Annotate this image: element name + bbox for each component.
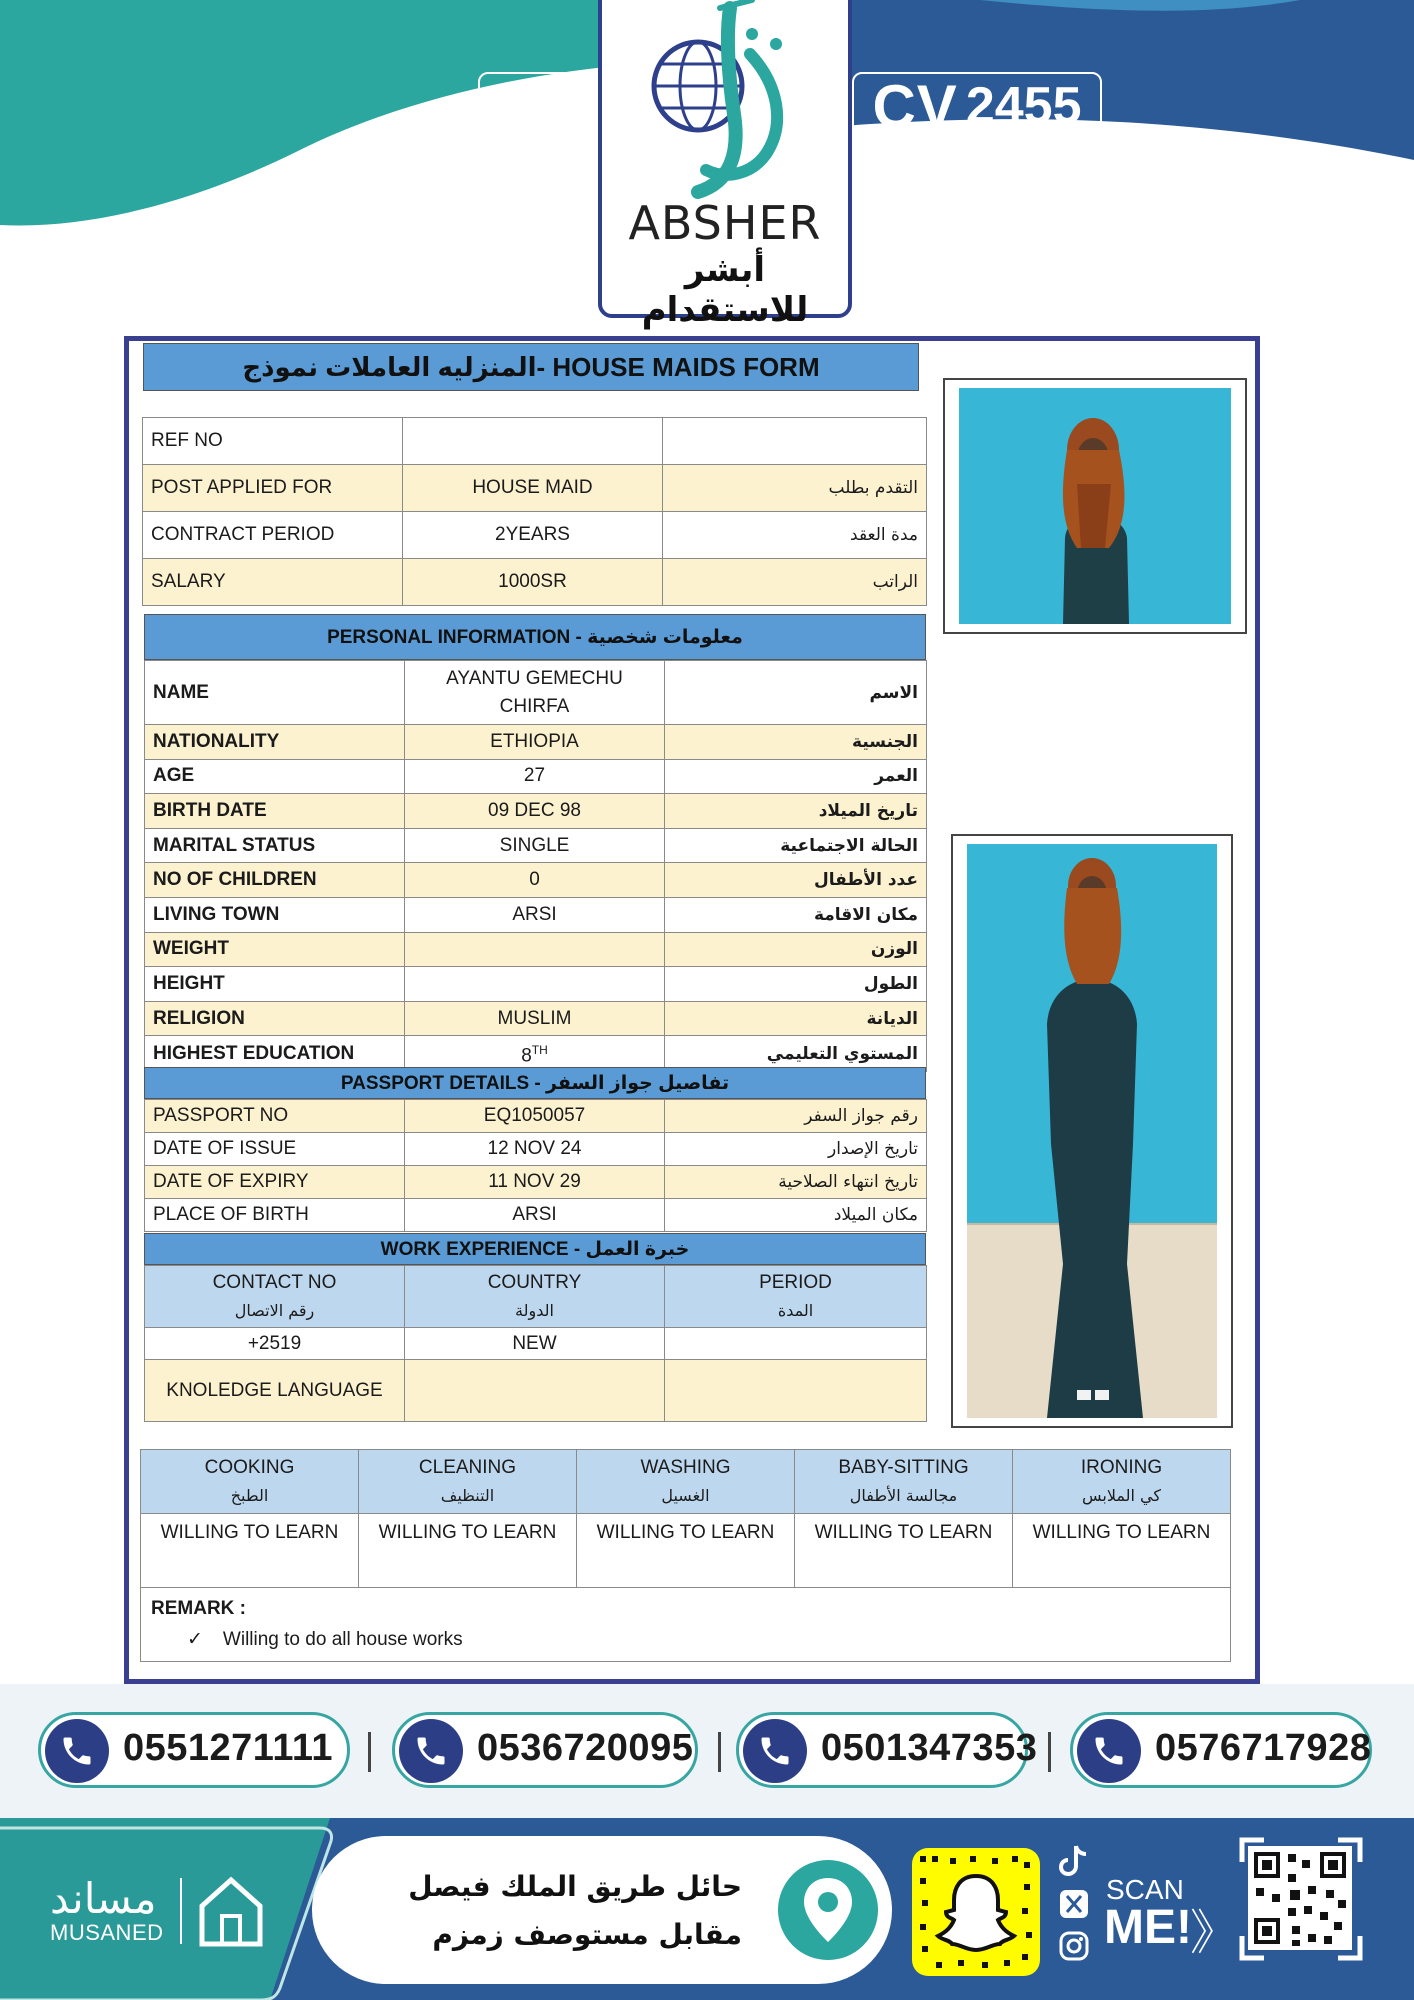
field-label: WEIGHT xyxy=(145,932,405,967)
scan-me-label-top: SCAN xyxy=(1106,1874,1184,1905)
field-label: DATE OF ISSUE xyxy=(145,1133,405,1166)
form-title: المنزليه العاملات نموذج- HOUSE MAIDS FORM xyxy=(143,343,919,391)
personal-info-row xyxy=(145,759,927,794)
field-value: 2YEARS xyxy=(403,512,663,559)
globe-calligraphy-icon xyxy=(602,0,848,204)
personal-info-row xyxy=(145,897,927,932)
skills-table xyxy=(140,1449,1231,1662)
instagram-icon[interactable] xyxy=(1058,1930,1090,1962)
qr-code[interactable] xyxy=(1248,1846,1352,1950)
field-label: NO OF CHILDREN xyxy=(145,863,405,898)
passport-table xyxy=(144,1099,927,1232)
scan-me-label-bottom: ME! xyxy=(1104,1901,1192,1954)
post-row xyxy=(143,512,927,559)
field-label-arabic: مكان الاقامة xyxy=(665,897,927,932)
field-label-arabic: الحالة الاجتماعية xyxy=(665,828,927,863)
address-block xyxy=(312,1836,892,1984)
personal-info-row xyxy=(145,863,927,898)
skill-label-arabic: كي الملابس xyxy=(1081,1485,1161,1505)
field-value: ARSI xyxy=(405,1199,665,1232)
personal-info-row xyxy=(145,794,927,829)
field-label-arabic: رقم جواز السفر xyxy=(665,1100,927,1133)
snapchat-code[interactable] xyxy=(912,1848,1040,1976)
field-label-arabic: تاريخ انتهاء الصلاحية xyxy=(665,1166,927,1199)
ordinal-suffix: TH xyxy=(531,1043,548,1058)
divider xyxy=(1048,1732,1051,1772)
field-label-arabic: الوزن xyxy=(665,932,927,967)
logo-text-english: ABSHER xyxy=(628,196,822,250)
full-length-photo xyxy=(951,834,1233,1428)
knowledge-language-cell xyxy=(405,1360,665,1422)
logo-text-arabic: أبشر للاستقدام xyxy=(641,250,809,330)
field-label: NATIONALITY xyxy=(145,725,405,760)
skill-label-arabic: التنظيف xyxy=(440,1485,495,1505)
phone-icon xyxy=(1077,1719,1141,1783)
location-pin-icon[interactable] xyxy=(774,1856,882,1964)
field-label-arabic: تاريخ الإصدار xyxy=(665,1133,927,1166)
phone-contact-2[interactable] xyxy=(392,1712,698,1788)
phone-contact-3[interactable] xyxy=(736,1712,1038,1788)
passport-row xyxy=(145,1199,927,1232)
field-label: BIRTH DATE xyxy=(145,794,405,829)
column-label: PERIOD xyxy=(759,1271,832,1293)
field-label: DATE OF EXPIRY xyxy=(145,1166,405,1199)
field-label-arabic: الديانة xyxy=(665,1001,927,1036)
phone-icon xyxy=(45,1719,109,1783)
version-letter: A xyxy=(528,83,558,128)
personal-info-row xyxy=(145,932,927,967)
skill-label: WASHING xyxy=(640,1456,731,1478)
skill-label: COOKING xyxy=(204,1456,295,1478)
snapchat-ghost-icon xyxy=(912,1848,1040,1976)
field-label-arabic: عدد الأطفال xyxy=(665,863,927,898)
field-value xyxy=(405,967,665,1002)
skill-level: WILLING TO LEARN xyxy=(795,1514,1013,1588)
field-label: PASSPORT NO xyxy=(145,1100,405,1133)
work-experience-table xyxy=(144,1265,927,1422)
column-label-arabic: الدولة xyxy=(515,1300,554,1320)
divider xyxy=(718,1732,721,1772)
personal-info-heading: PERSONAL INFORMATION - معلومات شخصية xyxy=(144,614,926,660)
field-label-arabic: مدة العقد xyxy=(663,512,927,559)
post-row xyxy=(143,418,927,465)
remark-row xyxy=(141,1588,1231,1662)
field-value: 11 NOV 29 xyxy=(405,1166,665,1199)
field-value: 09 DEC 98 xyxy=(405,794,665,829)
skill-label-arabic: مجالسة الأطفال xyxy=(849,1485,958,1505)
knowledge-language-cell xyxy=(665,1360,927,1422)
field-label-arabic: مكان الميلاد xyxy=(665,1199,927,1232)
field-label: RELIGION xyxy=(145,1001,405,1036)
phone-number: 0551271111 xyxy=(123,1727,334,1769)
field-label-arabic: المستوي التعليمي xyxy=(665,1036,927,1071)
portrait-photo xyxy=(943,378,1247,634)
field-label: MARITAL STATUS xyxy=(145,828,405,863)
column-label-arabic: رقم الاتصال xyxy=(234,1300,315,1320)
field-label: REF NO xyxy=(143,418,403,465)
version-letter-badge xyxy=(478,72,608,140)
phone-number: 0576717928 xyxy=(1155,1727,1372,1769)
field-label-arabic: الاسم xyxy=(665,661,927,725)
cv-prefix: CV xyxy=(872,72,958,140)
passport-heading: PASSPORT DETAILS - تفاصيل جواز السفر xyxy=(144,1067,926,1099)
field-value: HOUSE MAID xyxy=(403,465,663,512)
post-row xyxy=(143,559,927,606)
field-label: HIGHEST EDUCATION xyxy=(145,1036,405,1071)
footer xyxy=(0,1818,1414,2000)
field-label: PLACE OF BIRTH xyxy=(145,1199,405,1232)
full-length-photo-image xyxy=(967,844,1217,1418)
remark-item xyxy=(151,1628,1220,1651)
skill-label-arabic: الغسيل xyxy=(661,1485,710,1505)
field-value: 8TH xyxy=(405,1036,665,1071)
skill-cooking xyxy=(141,1450,359,1514)
skill-level: WILLING TO LEARN xyxy=(359,1514,577,1588)
divider xyxy=(368,1732,371,1772)
field-value xyxy=(405,932,665,967)
remark-text: Willing to do all house works xyxy=(222,1629,463,1650)
field-label: POST APPLIED FOR xyxy=(143,465,403,512)
tiktok-icon[interactable] xyxy=(1058,1842,1090,1878)
passport-row xyxy=(145,1166,927,1199)
field-value: AYANTU GEMECHU CHIRFA xyxy=(405,661,665,725)
phone-numbers-strip xyxy=(0,1684,1414,1818)
knowledge-language-label: KNOLEDGE LANGUAGE xyxy=(145,1360,405,1422)
personal-info-row xyxy=(145,967,927,1002)
personal-info-row xyxy=(145,725,927,760)
qr-code-image xyxy=(1248,1846,1352,1950)
skills-level-row xyxy=(141,1514,1231,1588)
phone-number: 0536720095 xyxy=(477,1727,694,1769)
skill-label: BABY-SITTING xyxy=(838,1456,969,1478)
work-experience-heading: WORK EXPERIENCE - خبرة العمل xyxy=(144,1233,926,1265)
checkmark-icon: ✓ xyxy=(187,1629,203,1650)
field-label: LIVING TOWN xyxy=(145,897,405,932)
musaned-logo-arabic: مساند xyxy=(50,1874,157,1923)
field-label-arabic: تاريخ الميلاد xyxy=(665,794,927,829)
musaned-logo-english: MUSANED xyxy=(50,1920,164,1945)
country-value: NEW xyxy=(405,1328,665,1360)
post-row xyxy=(143,465,927,512)
skill-ironing xyxy=(1013,1450,1231,1514)
field-label: AGE xyxy=(145,759,405,794)
field-label-arabic: الطول xyxy=(665,967,927,1002)
skill-cleaning xyxy=(359,1450,577,1514)
knowledge-language-row xyxy=(145,1360,927,1422)
column-label-arabic: المدة xyxy=(777,1300,814,1320)
phone-number: 0501347353 xyxy=(821,1727,1038,1769)
field-label-arabic: الراتب xyxy=(663,559,927,606)
field-label: NAME xyxy=(145,661,405,725)
field-value: 27 xyxy=(405,759,665,794)
skill-label: IRONING xyxy=(1080,1456,1163,1478)
remark-cell xyxy=(141,1588,1231,1662)
personal-info-row xyxy=(145,1001,927,1036)
skill-label-arabic: الطبخ xyxy=(230,1485,269,1505)
field-label: SALARY xyxy=(143,559,403,606)
post-details-table xyxy=(142,417,927,606)
portrait-photo-image xyxy=(959,388,1231,624)
skills-header-row xyxy=(141,1450,1231,1514)
field-value: SINGLE xyxy=(405,828,665,863)
cv-number-badge xyxy=(852,72,1102,140)
column-period xyxy=(665,1266,927,1328)
phone-contact-1[interactable] xyxy=(38,1712,350,1788)
field-label: CONTRACT PERIOD xyxy=(143,512,403,559)
phone-icon xyxy=(399,1719,463,1783)
skill-baby-sitting xyxy=(795,1450,1013,1514)
x-twitter-icon[interactable] xyxy=(1058,1888,1090,1920)
contact-no-value: +2519 xyxy=(145,1328,405,1360)
field-value: 1000SR xyxy=(403,559,663,606)
address-line-1: حائل طريق الملك فيصل xyxy=(408,1870,742,1903)
field-label: HEIGHT xyxy=(145,967,405,1002)
skill-level: WILLING TO LEARN xyxy=(577,1514,795,1588)
passport-row xyxy=(145,1133,927,1166)
personal-info-row xyxy=(145,1036,927,1071)
skill-washing xyxy=(577,1450,795,1514)
field-value: ETHIOPIA xyxy=(405,725,665,760)
work-experience-header-row xyxy=(145,1266,927,1328)
field-label-arabic: التقدم بطلب xyxy=(663,465,927,512)
cv-number: 2455 xyxy=(965,77,1082,135)
field-label-arabic: الجنسية xyxy=(665,725,927,760)
skill-level: WILLING TO LEARN xyxy=(141,1514,359,1588)
field-value: 0 xyxy=(405,863,665,898)
absher-logo xyxy=(598,0,852,330)
divider xyxy=(180,1878,182,1944)
field-value: 12 NOV 24 xyxy=(405,1133,665,1166)
field-value: EQ1050057 xyxy=(405,1100,665,1133)
personal-info-table xyxy=(144,660,927,1072)
personal-info-row xyxy=(145,661,927,725)
column-label: CONTACT NO xyxy=(212,1271,337,1293)
skill-label: CLEANING xyxy=(418,1456,517,1478)
field-value xyxy=(403,418,663,465)
skill-level: WILLING TO LEARN xyxy=(1013,1514,1231,1588)
field-label-arabic: العمر xyxy=(665,759,927,794)
musaned-house-icon xyxy=(196,1870,266,1950)
phone-contact-4[interactable] xyxy=(1070,1712,1372,1788)
address-line-2: مقابل مستوصف زمزم xyxy=(432,1918,742,1951)
work-experience-row xyxy=(145,1328,927,1360)
personal-info-row xyxy=(145,828,927,863)
passport-row xyxy=(145,1100,927,1133)
field-value: MUSLIM xyxy=(405,1001,665,1036)
column-label: COUNTRY xyxy=(487,1271,582,1293)
column-country xyxy=(405,1266,665,1328)
field-label-arabic xyxy=(663,418,927,465)
phone-icon xyxy=(743,1719,807,1783)
column-contact-no xyxy=(145,1266,405,1328)
chevrons-icon: 》 xyxy=(1190,1907,1239,1960)
remark-title: REMARK : xyxy=(151,1598,246,1619)
period-value xyxy=(665,1328,927,1360)
field-value: ARSI xyxy=(405,897,665,932)
